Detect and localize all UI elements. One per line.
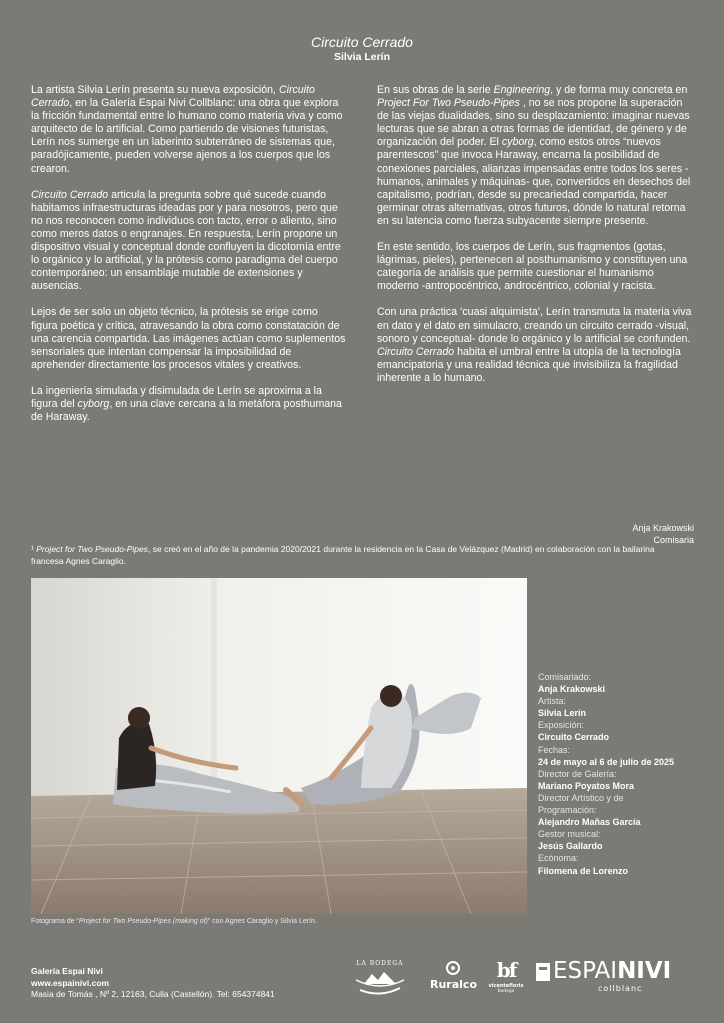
espainivi-subtext: collblanc: [598, 984, 643, 993]
signature-name: Anja Krakowski: [632, 523, 694, 533]
ruralco-logo-text: Ruralco: [430, 978, 477, 991]
signature: [632, 522, 694, 546]
photo-caption: Fotograma de “Project for Two Pseudo-Pipes (making of)” con Agnes Caraglio y Silvia Lerín.: [31, 918, 317, 925]
left-column: [31, 84, 347, 437]
bodega-logo: [350, 958, 410, 1003]
credit-value: Mariano Poyatos Mora: [538, 780, 635, 791]
vicentefloris-subtext: bodega: [497, 989, 515, 994]
ruralco-logo: [430, 958, 477, 991]
page-subtitle: Silvia Lerín: [333, 51, 391, 63]
paragraph: Con una práctica ‘cuasi alquimista’, Lerín transmuta la materia viva en dato y el dato en simulacro, creando un circuito cerrado -visual, sonoro y conceptual- donde lo orgánico y lo artificial se confunden. Circuito Cerrado habita el umbral entre la utopía de la tecnología emancipatoria y una realidad técnica que invisibiliza la fragilidad inherente a lo humano.: [377, 306, 692, 384]
paragraph: La artista Silvia Lerín presenta su nueva exposición, Circuito Cerrado, en la Galería Espai Nivi Collblanc: una obra que explora la fricción fundamental entre lo humano como materia viva y como arquitecto de lo artificial. Como partiendo de visiones futuristas, Lerín nos sumerge en un laberinto subterráneo de sistemas que, paradójicamente, pueden volverse ajenos a los cuerpos que los crearon.: [31, 84, 343, 175]
credit-value: Circuito Cerrado: [538, 732, 610, 743]
credit-value: Jesús Gallardo: [538, 841, 603, 852]
bodega-logo-text: LA BODEGA: [356, 960, 404, 967]
credit-value: Silvia Lerín: [538, 708, 587, 719]
footnote: ¹ Project for Two Pseudo-Pipes, se creó en el año de la pandemia 2020/2021 durante la residencia en la Casa de Velázquez (Madrid) en colaboración con la bailarina francesa Agnes Caraglio.: [31, 544, 655, 566]
credit-label: Fechas:: [538, 744, 571, 755]
espainivi-wordmark: ESPAINIVI: [553, 958, 672, 984]
signature-role: Comisaria: [653, 535, 694, 545]
espainivi-mark-icon: [536, 963, 550, 981]
page-title: Circuito Cerrado: [311, 34, 413, 50]
paragraph: En sus obras de la serie Engineering, y de forma muy concreta en Project For Two Pseudo-Pipes , no se nos propone la superación de las viejas dualidades, sino su desplazamiento: imaginar nuevas lecturas que se abran a otras formas de identidad, de género y de organización del poder. El cyborg, como estos otros “nuevos parentescos” que invoca Haraway, encarna la posibilidad de conexiones parciales, alianzas impensadas entre todos los seres -humanos, animales y máquinas- que, convertidos en desechos del capitalismo, podrían, desde su precariedad compartida, hacer germinar otras alternativas, otros futuros, dónde lo natural retorna en su latencia como fuerza subyacente siempre presente.: [377, 84, 691, 227]
credit-value: Filomena de Lorenzo: [538, 865, 629, 876]
right-column: [377, 84, 697, 398]
vicentefloris-mark: bf: [496, 958, 516, 982]
website-link[interactable]: www.espainivi.com: [31, 977, 110, 988]
credit-value: Alejandro Mañas García: [538, 817, 641, 828]
credits-list: [538, 671, 674, 877]
credit-label: Gestor musical:: [538, 829, 601, 840]
gallery-name: Galería Espai Nivi: [31, 966, 103, 976]
credit-label: Director Artístico y de Programación:: [538, 792, 624, 816]
paragraph: Lejos de ser solo un objeto técnico, la prótesis se erige como figura poética y crítica, atravesando la obra como constatación de una carencia compartida. Las imágenes actúan como suplementos sensoriales que intentan compensar la imposibilidad de aprehender directamente los procesos vitales y creativos.: [31, 306, 346, 371]
paragraph: Circuito Cerrado articula la pregunta sobre qué sucede cuando habitamos infraestructuras ideadas por y para nosotros, pero que no nos reconocen como individuos con tacto, error o aliento, sino como meros datos o engranajes. En respuesta, Lerín propone un dispositivo visual y conceptual donde confluyen la dicotomía entre lo orgánico y lo artificial, y la prótesis como paradigma del cuerpo contemporáneo: un ensamblaje mutable de extensiones y ausencias.: [31, 188, 341, 293]
credit-label: Director de Galería:: [538, 768, 617, 779]
ruralco-emblem-icon: [430, 958, 476, 980]
credit-label: Artista:: [538, 696, 567, 707]
credit-label: Exposición:: [538, 720, 585, 731]
paragraph: En este sentido, los cuerpos de Lerín, sus fragmentos (gotas, lágrimas, pieles), pertenecen al posthumanismo y constituyen una categoría de análisis que permite cuestionar el humanismo moderno -antropocéntrico, androcéntrico, colonial y racista.: [377, 241, 688, 293]
paragraph: La ingeniería simulada y disimulada de Lerín se aproxima a la figura del cyborg, en una clave cercana a la metáfora posthumana de Haraway.: [31, 384, 342, 424]
contact-block: [31, 966, 275, 1001]
vicentefloris-text: vicentefloris: [488, 983, 524, 989]
credit-label: Ecónoma:: [538, 853, 579, 864]
sponsor-logos: [350, 958, 695, 998]
credit-label: Comisariado:: [538, 672, 592, 682]
header: [0, 34, 724, 64]
address: Masia de Tomás , Nº 2, 12163, Culla (Castellón). Tel: 654374841: [31, 989, 275, 999]
credit-value: Anja Krakowski: [538, 684, 606, 695]
exhibition-photo: [31, 578, 527, 914]
credit-value: 24 de mayo al 6 de julio de 2025: [538, 756, 675, 767]
